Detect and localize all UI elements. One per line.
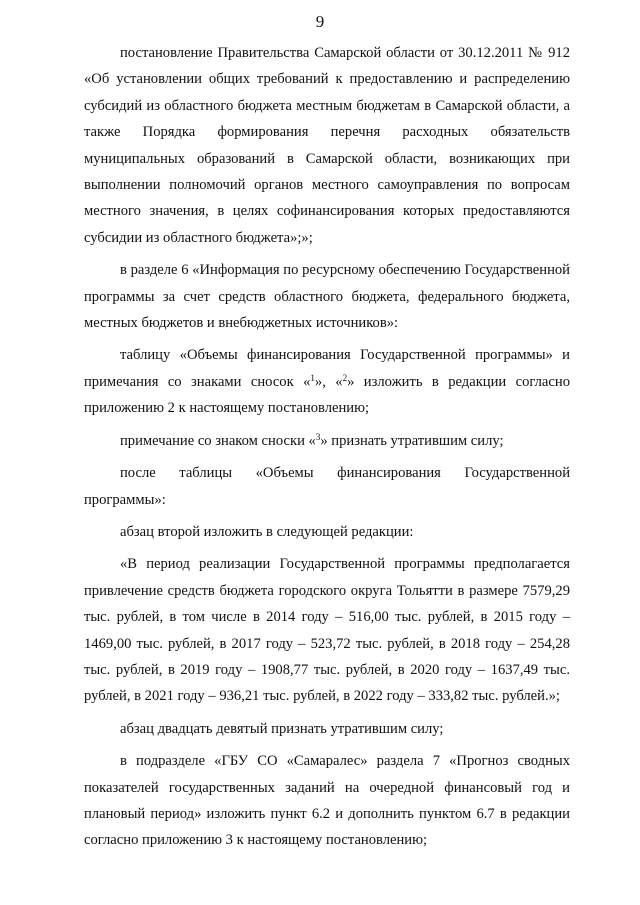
paragraph-text: примечание со знаком сноски « [120,432,316,449]
paragraph-29th-abzac: абзац двадцать девятый признать утратившим силу; [120,720,444,737]
paragraph-second-abzac: абзац второй изложить в следующей редакции: [120,523,414,540]
document-body [84,40,570,854]
paragraph-section-6: в разделе 6 «Информация по ресурсному обеспечению Государственной программы за счет средств областного бюджета, федерального бюджета, местных бюджетов и внебюджетных источников»: [84,262,570,332]
paragraph-text: таблицу «Объемы финансирования Государственной программы» и примечания со знаками сносок « [84,347,570,390]
paragraph-decree-reference: постановление Правительства Самарской области от 30.12.2011 № 912 «Об установлении общих требований к предоставлению и распределению субсидий из областного бюджета местным бюджетам в Самарской области, а также Порядка формирования перечня расходных обязательств муниципальных образований в Самарской области, возникающих при выполнении полномочий органов местного самоуправления по вопросам местного значения, в целях софинансирования которых предоставляются субсидии из областного бюджета»;»; [84,45,570,246]
paragraph-text: » изложить в редакции согласно приложению 2 к настоящему постановлению; [84,373,570,417]
paragraph-footnote-note [84,428,570,454]
footnote-mark: 3 [315,431,321,442]
paragraph-text: », « [314,373,343,390]
footnote-mark: 2 [342,372,348,383]
paragraph-after-table: после таблицы «Объемы финансирования Государственной программы»: [84,465,570,508]
footnote-mark: 1 [310,372,315,383]
paragraph-text: » признать утратившим силу; [320,432,504,449]
page-number: 9 [315,12,325,31]
paragraph-samarales: в подразделе «ГБУ СО «Самаралес» раздела 7 «Прогноз сводных показателей государственных заданий на очередной финансовый год и плановый период» изложить пункт 6.2 и дополнить пунктом 6.7 в редакции согласно приложению 3 к настоящему постановлению; [84,753,570,849]
paragraph-financing-table [84,342,570,421]
paragraph-togliatti-budget: «В период реализации Государственной программы предполагается привлечение средств бюджета городского округа Тольятти в размере 7579,29 тыс. рублей, в том числе в 2014 году – 516,00 тыс. рублей, в 2015 году – 1469,00 тыс. рублей, в 2017 году – 523,72 тыс. рублей, в 2018 году – 254,28 тыс. рублей, в 2019 году – 1908,77 тыс. рублей, в 2020 году – 1637,49 тыс. рублей, в 2021 году – 936,21 тыс. рублей, в 2022 году – 333,82 тыс. рублей.»; [84,556,570,705]
